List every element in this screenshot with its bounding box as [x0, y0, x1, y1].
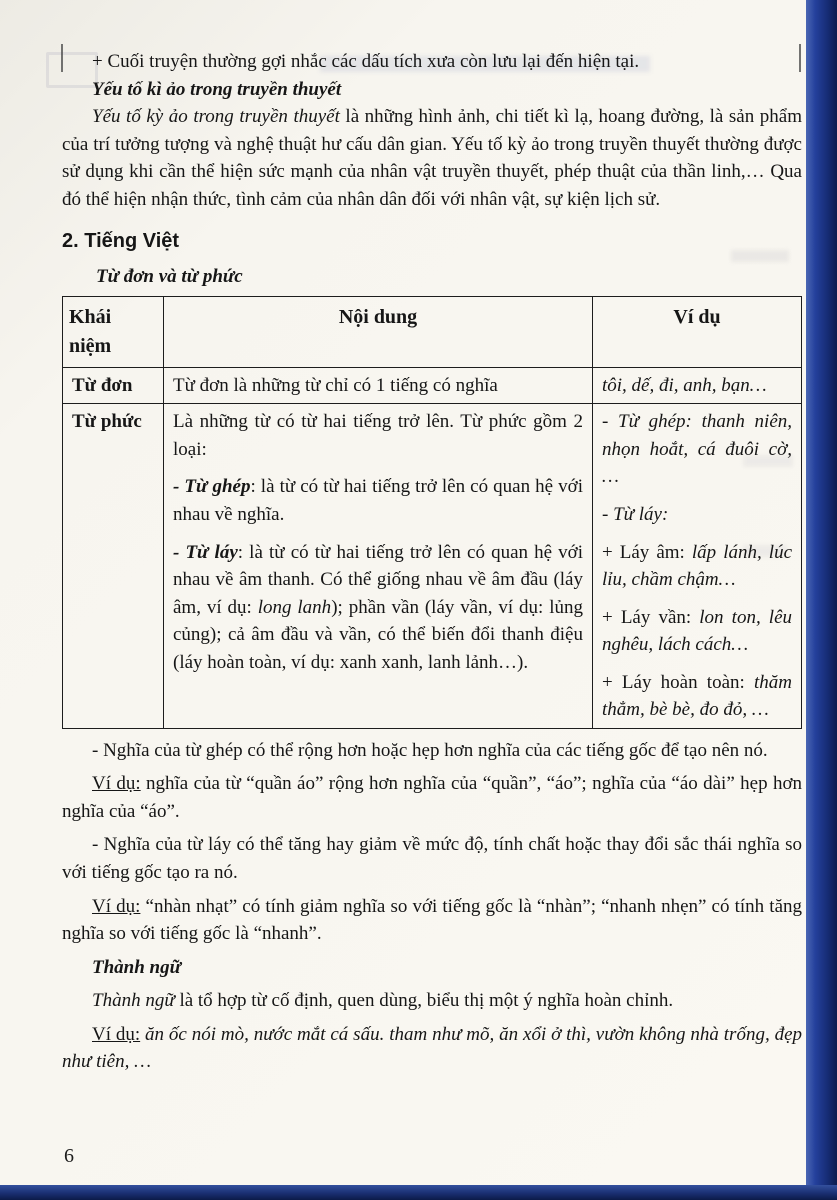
row2-tu-lay-definition	[173, 539, 583, 677]
table-header-vi-du: Ví dụ	[593, 296, 802, 367]
book-cover-edge-bottom	[0, 1185, 837, 1200]
thanh-ngu-heading: Thành ngữ	[92, 956, 182, 978]
thanh-ngu-text: là tổ hợp từ cố định, quen dùng, biểu thị một ý nghĩa hoàn chỉnh.	[174, 990, 674, 1012]
example-lay-am-label: + Láy âm:	[602, 541, 692, 563]
vi-du-label: Ví dụ:	[92, 895, 141, 917]
note-example-1	[62, 770, 802, 825]
table-header-row	[63, 296, 802, 367]
row2-content	[164, 404, 593, 728]
example-lay-van-text: lon ton, lêu nghêu, lách cách…	[602, 606, 793, 656]
vi-du-label: Ví dụ:	[92, 1023, 141, 1045]
tu-lay-example-inline: long lanh	[257, 596, 332, 618]
example-lay-van	[602, 604, 792, 659]
example-tu-ghep	[602, 408, 792, 491]
intro-paragraph	[62, 103, 802, 213]
intro-bullet: + Cuối truyện thường gợi nhắc các dấu tích xưa còn lưu lại đến hiện tại.	[92, 51, 640, 72]
example-lay-van-label: + Láy vần:	[602, 606, 700, 628]
intro-heading: Yếu tố kì ảo trong truyền thuyết	[92, 78, 342, 100]
note-tu-lay-meaning: - Nghĩa của từ láy có thể tăng hay giảm về mức độ, tính chất hoặc thay đổi sắc thái nghĩa so với tiếng gốc tạo ra nó.	[62, 834, 802, 884]
example-tu-lay-text: Từ láy:	[613, 504, 669, 526]
note-example-2	[62, 893, 802, 948]
row2-example	[593, 404, 802, 728]
page-content	[62, 48, 802, 1076]
example-tu-ghep-text: Từ ghép: thanh niên, nhọn hoắt, cá đuôi cờ, …	[602, 411, 792, 488]
note-example-3	[62, 1021, 802, 1076]
notes-section	[62, 737, 802, 1076]
section-title: 2. Tiếng Việt	[62, 230, 180, 253]
table-row	[63, 404, 802, 728]
tu-ghep-text: : là từ có từ hai tiếng trở lên có quan hệ với nhau về nghĩa.	[173, 476, 583, 526]
thanh-ngu-lead: Thành ngữ	[92, 990, 175, 1012]
vi-du-text: nghĩa của từ “quần áo” rộng hơn nghĩa của “quần”, “áo”; nghĩa của “áo dài” hẹp hơn nghĩa của “áo”.	[62, 773, 802, 822]
section-subtitle: Từ đơn và từ phức	[96, 266, 243, 288]
row2-intro-line: Là những từ có từ hai tiếng trở lên. Từ phức gồm 2 loại:	[173, 411, 583, 460]
thanh-ngu-definition	[62, 987, 802, 1015]
vi-du-label: Ví dụ:	[92, 773, 141, 795]
example-lay-am	[602, 539, 792, 594]
row2-concept: Từ phức	[63, 404, 164, 728]
intro-body: là những hình ảnh, chi tiết kì lạ, hoang đường, là sản phẩm của trí tưởng tượng và nghệ thuật hư cấu dân gian. Yếu tố kỳ ảo trong truyền thuyết thường được sử dụng khi cần thể hiện sức mạnh của nhân vật truyền thuyết, phép thuật của thần linh,… Qua đó thể hiện nhận thức, tình cảm của nhân dân đối với nhân vật, sự kiện lịch sử.	[62, 106, 802, 210]
example-lay-hoan-toan	[602, 669, 792, 724]
example-dash: -	[602, 411, 619, 433]
vi-du-idiom-list: ăn ốc nói mò, nước mắt cá sấu. tham như mõ, ăn xổi ở thì, vườn không nhà trống, đẹp như tiên, …	[62, 1023, 802, 1073]
page-number: 6	[64, 1145, 74, 1167]
intro-lead: Yếu tố kỳ ảo trong truyền thuyết	[92, 106, 340, 128]
example-lay-am-text: lấp lánh, lúc lỉu, chầm chậm…	[602, 541, 792, 591]
example-dash: -	[602, 504, 614, 526]
tu-don-tu-phuc-table	[62, 296, 802, 729]
table-row	[63, 367, 802, 404]
tu-lay-label: - Từ láy	[173, 541, 238, 563]
example-lay-hoan-toan-label: + Láy hoàn toàn:	[602, 671, 754, 693]
example-tu-lay	[602, 501, 792, 529]
table-header-noi-dung: Nội dung	[164, 296, 593, 367]
row2-tu-ghep-definition	[173, 473, 583, 528]
row1-content: Từ đơn là những từ chỉ có 1 tiếng có nghĩa	[164, 367, 593, 404]
example-lay-hoan-toan-text: thăm thẳm, bè bè, đo đỏ, …	[602, 671, 792, 721]
vi-du-text: “nhàn nhạt” có tính giảm nghĩa so với tiếng gốc là “nhàn”; “nhanh nhẹn” có tính tăng nghĩa so với tiếng gốc là “nhanh”.	[62, 895, 803, 945]
tu-lay-text-1: : là từ có từ hai tiếng trở lên có quan hệ với nhau về âm thanh. Có thể giống nhau về âm đầu (láy âm, ví dụ:	[173, 541, 583, 618]
table-header-khai-niem: Khái niệm	[63, 296, 164, 367]
note-tu-ghep-meaning: - Nghĩa của từ ghép có thể rộng hơn hoặc hẹp hơn nghĩa của các tiếng gốc để tạo nên nó.	[92, 739, 768, 761]
tu-ghep-label: - Từ ghép	[173, 476, 251, 498]
row1-example: tôi, dế, đi, anh, bạn…	[593, 367, 802, 404]
tu-lay-text-2: ); phần vần (láy vần, ví dụ: lủng củng); cả âm đầu và vần, có thể biến đổi thanh điệu (láy hoàn toàn, ví dụ: xanh xanh, lanh lảnh…).	[173, 596, 584, 673]
book-cover-edge-right	[806, 0, 837, 1200]
row1-concept: Từ đơn	[63, 367, 164, 404]
